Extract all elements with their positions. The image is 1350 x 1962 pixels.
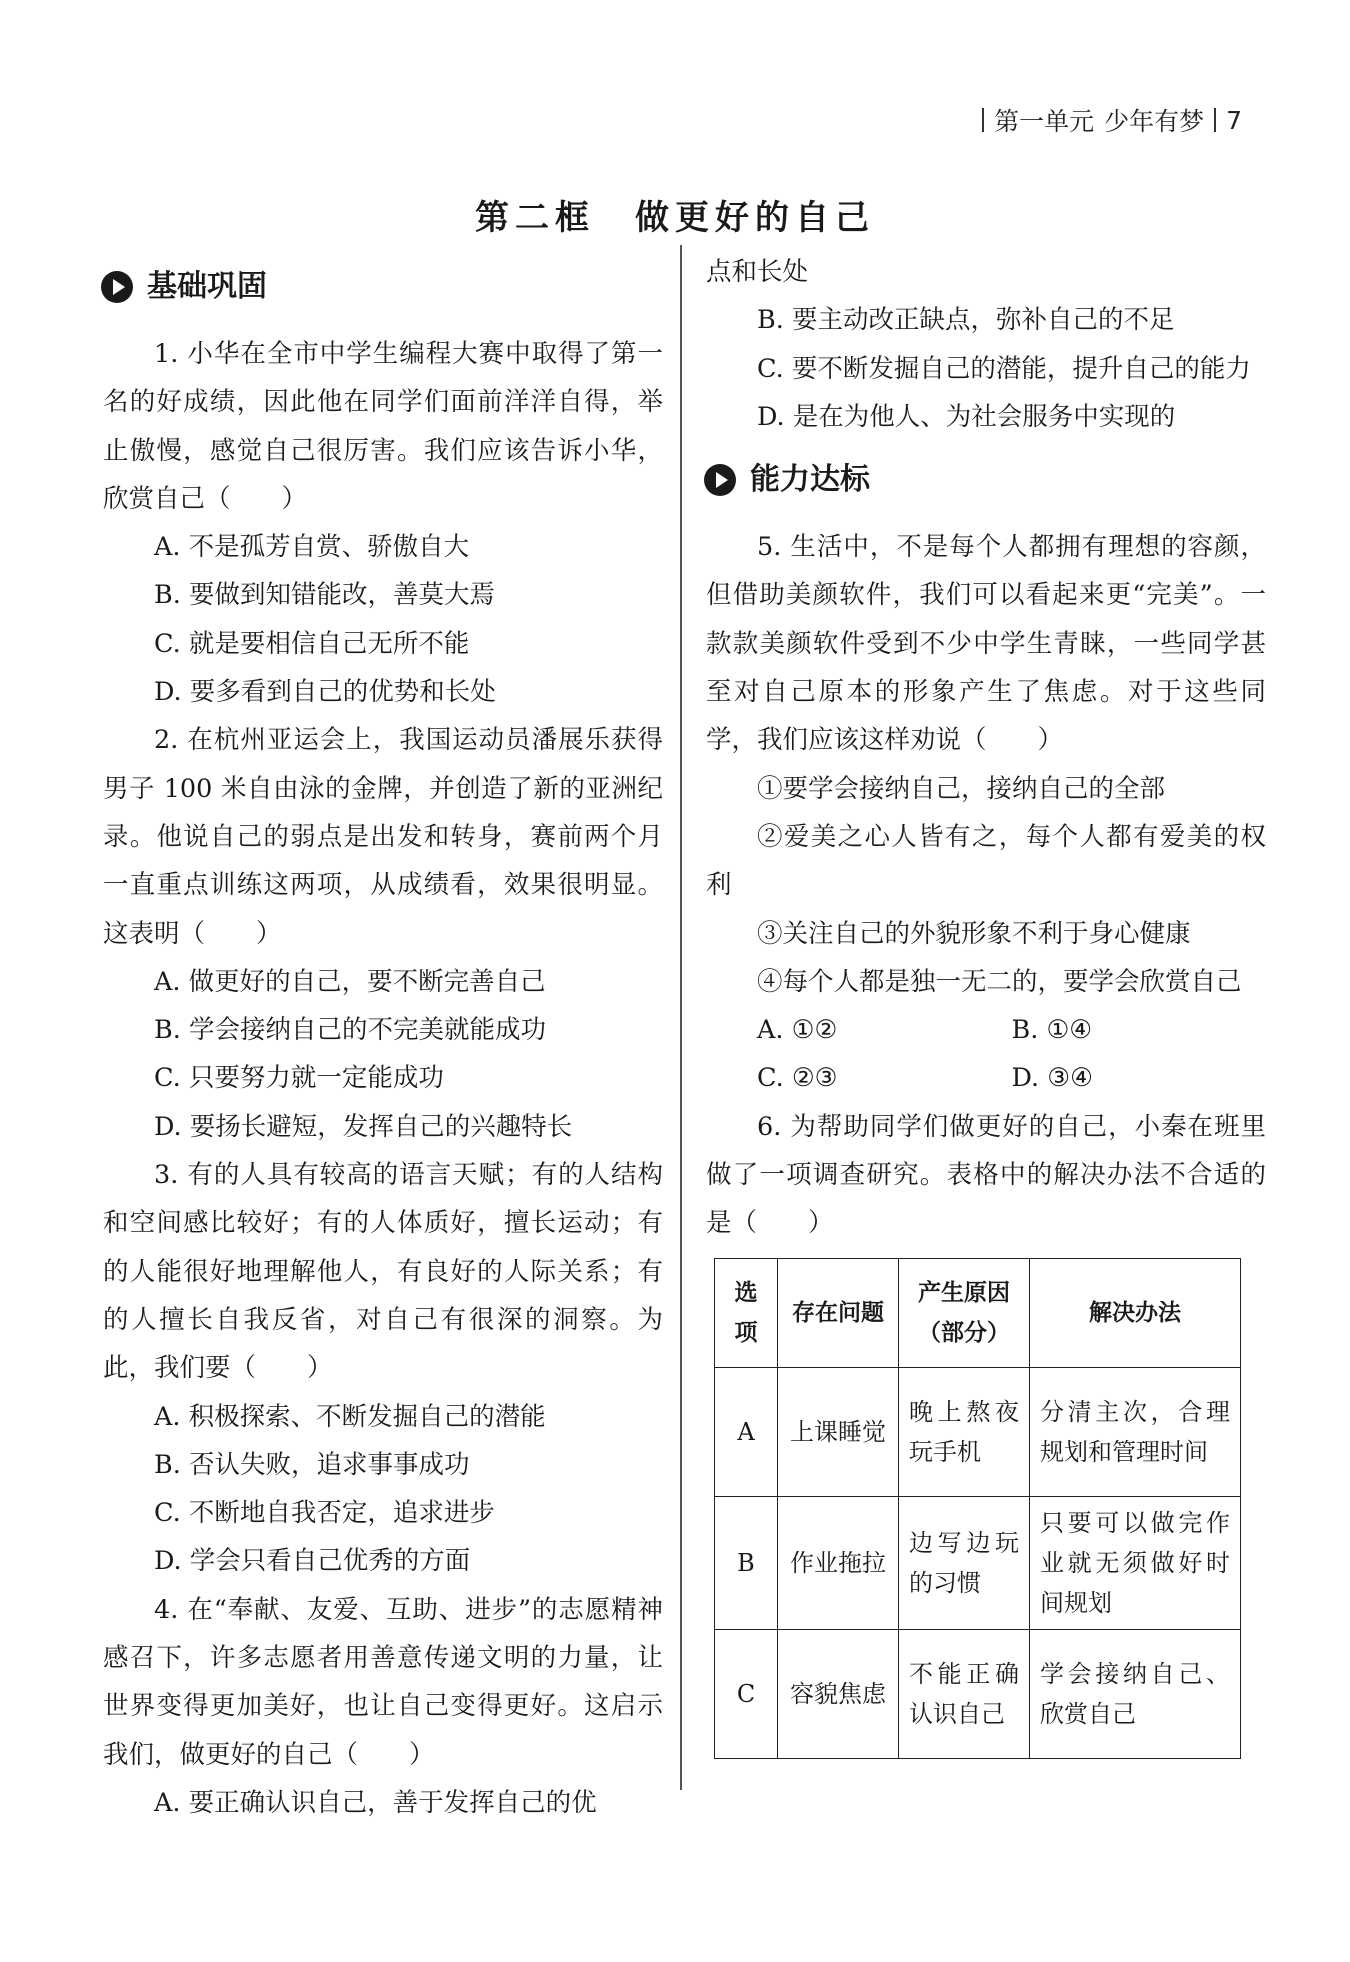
option-item: C. 要不断发掘自己的潜能，提升自己的能力 (757, 353, 1251, 384)
option-item: A. ①② (757, 1015, 838, 1046)
page-title: 第二框 做更好的自己 (475, 198, 875, 238)
option-item: D. ③④ (1011, 1063, 1093, 1094)
option-grid (706, 1006, 1266, 1103)
table-header-row (715, 1258, 1241, 1367)
option-item: D. 学会只看自己优秀的方面 (154, 1546, 471, 1577)
table-cell: 分清主次，合理规划和管理时间 (1030, 1367, 1241, 1496)
question-stem: 1. 小华在全市中学生编程大赛中取得了第一名的好成绩，因此他在同学们面前洋洋自得，举止傲慢，感觉自己很厉害。我们应该告诉小华，欣赏自己（ ） (103, 339, 663, 514)
table-cell: 只要可以做完作业就无须做好时间规划 (1030, 1496, 1241, 1629)
statement-item: ④每个人都是独一无二的，要学会欣赏自己 (757, 966, 1242, 997)
option-item: D. 要扬长避短，发挥自己的兴趣特长 (154, 1111, 573, 1142)
section-heading-ability (704, 449, 1266, 511)
question-stem: 3. 有的人具有较高的语言天赋；有的人结构和空间感比较好；有的人体质好，擅长运动；有的人能很好地理解他人，有良好的人际关系；有的人擅长自我反省，对自己有很深的洞察。为此，我们要（ ） (103, 1160, 663, 1384)
table-cell: 容貌焦虑 (778, 1629, 899, 1758)
section-heading-basic (101, 256, 663, 318)
option-item: B. 否认失败，追求事事成功 (154, 1449, 470, 1480)
table-header-cell: 存在问题 (778, 1258, 899, 1367)
unit-label: 第一单元 (994, 107, 1095, 136)
option-item: B. 学会接纳自己的不完美就能成功 (154, 1015, 546, 1046)
question-stem: 6. 为帮助同学们做更好的自己，小秦在班里做了一项调查研究。表格中的解决办法不合适的是（ ） (706, 1111, 1266, 1239)
option-item: B. 要主动改正缺点，弥补自己的不足 (757, 305, 1175, 336)
table-cell: 学会接纳自己、欣赏自己 (1030, 1629, 1241, 1758)
section-heading-label: 能力达标 (750, 462, 870, 498)
page-number: 7 (1226, 105, 1242, 135)
table-cell: 边写边玩的习惯 (899, 1496, 1030, 1629)
table-header-cell: 解决办法 (1030, 1258, 1241, 1367)
play-icon (101, 271, 133, 303)
table-cell: 晚上熬夜玩手机 (899, 1367, 1030, 1496)
option-item: D. 要多看到自己的优势和长处 (154, 677, 496, 708)
table-cell: A (715, 1367, 778, 1496)
table-row (715, 1367, 1241, 1496)
option-item: A. 不是孤芳自赏、骄傲自大 (154, 532, 470, 563)
table-header-cell: 选项 (715, 1258, 778, 1367)
option-item: B. ①④ (1011, 1015, 1093, 1046)
statement-item: ①要学会接纳自己，接纳自己的全部 (757, 773, 1166, 804)
right-column (706, 248, 1266, 1759)
table-row (715, 1629, 1241, 1758)
table-cell: 不能正确认识自己 (899, 1629, 1030, 1758)
table-cell: B (715, 1496, 778, 1629)
option-item: D. 是在为他人、为社会服务中实现的 (757, 401, 1176, 432)
table-cell: C (715, 1629, 778, 1758)
option-item: C. 不断地自我否定，追求进步 (154, 1498, 495, 1529)
statement-item: ②爱美之心人皆有之，每个人都有爱美的权利 (706, 821, 1266, 901)
option-item: A. 积极探索、不断发掘自己的潜能 (154, 1401, 546, 1432)
page-header (982, 102, 1242, 138)
header-divider (982, 108, 984, 132)
option-item: C. 就是要相信自己无所不能 (154, 628, 470, 659)
question-stem: 5. 生活中，不是每个人都拥有理想的容颜，但借助美颜软件，我们可以看起来更“完美”。一款款美颜软件受到不少中学生青睐，一些同学甚至对自己原本的形象产生了焦虑。对于这些同学，我们应该这样劝说（ ） (706, 532, 1266, 756)
option-item: A. 要正确认识自己，善于发挥自己的优 (154, 1787, 597, 1818)
table-cell: 作业拖拉 (778, 1496, 899, 1629)
option-continuation: 点和长处 (706, 257, 809, 287)
table-row (715, 1496, 1241, 1629)
column-divider (680, 245, 682, 1790)
table-cell: 上课睡觉 (778, 1367, 899, 1496)
option-item: A. 做更好的自己，要不断完善自己 (154, 966, 546, 997)
unit-theme: 少年有梦 (1104, 107, 1205, 136)
section-heading-label: 基础巩固 (147, 268, 267, 304)
question-stem: 4. 在“奉献、友爱、互助、进步”的志愿精神感召下，许多志愿者用善意传递文明的力量，让世界变得更加美好，也让自己变得更好。这启示我们，做更好的自己（ ） (103, 1594, 663, 1770)
survey-table (714, 1258, 1241, 1759)
header-divider (1214, 108, 1216, 132)
option-item: C. ②③ (757, 1063, 838, 1094)
question-stem: 2. 在杭州亚运会上，我国运动员潘展乐获得男子 100 米自由泳的金牌，并创造了新的亚洲纪录。他说自己的弱点是出发和转身，赛前两个月一直重点训练这两项，从成绩看，效果很明显。这表明（ ） (103, 725, 663, 949)
play-icon (704, 464, 736, 496)
option-item: B. 要做到知错能改，善莫大焉 (154, 580, 495, 611)
left-column (103, 248, 663, 1827)
table-header-cell: 产生原因（部分） (899, 1258, 1030, 1367)
statement-item: ③关注自己的外貌形象不利于身心健康 (757, 918, 1191, 949)
option-item: C. 只要努力就一定能成功 (154, 1063, 444, 1094)
